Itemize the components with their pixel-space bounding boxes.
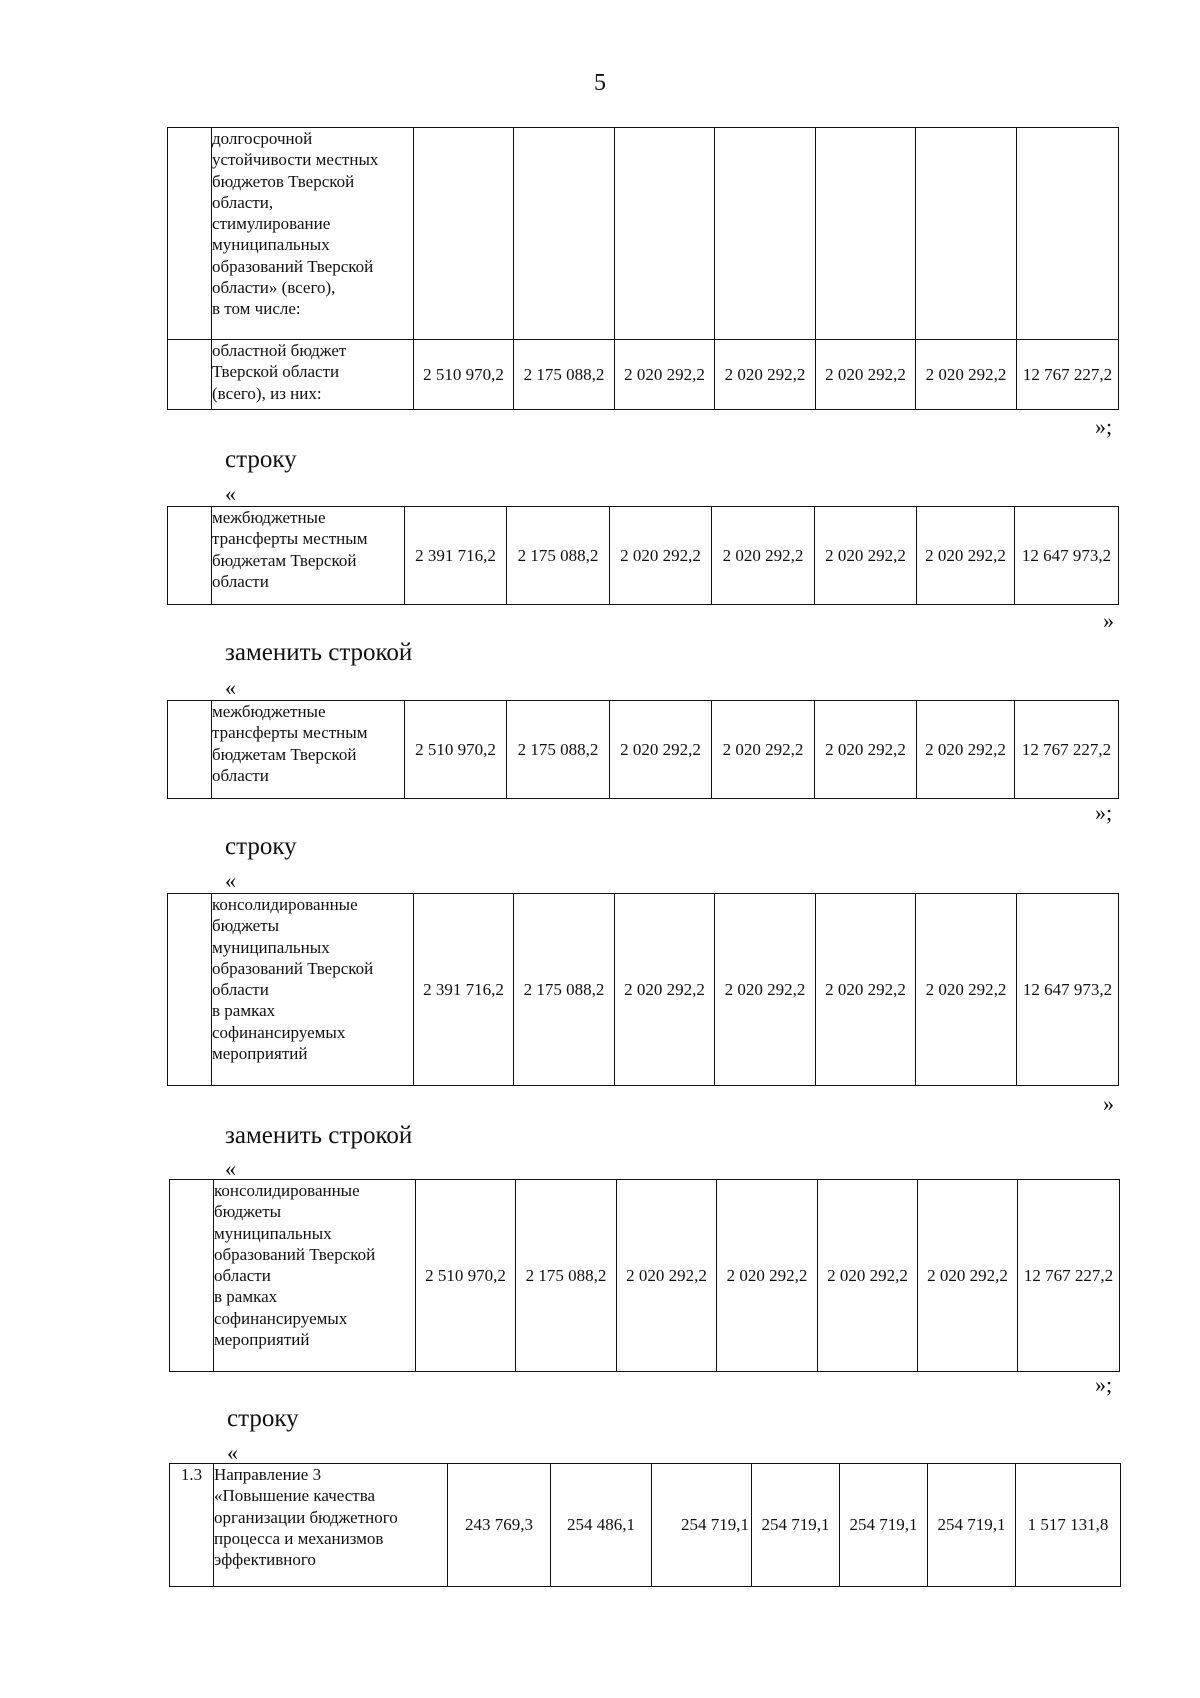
value-cell: 2 020 292,2 [615, 340, 715, 410]
table-row [168, 507, 1119, 605]
value-cell: 2 020 292,2 [917, 701, 1015, 799]
value-cell [615, 128, 715, 340]
opening-quote: « [225, 481, 236, 506]
section-caption: строку [225, 446, 297, 473]
value-cell: 12 647 973,2 [1017, 894, 1119, 1086]
row-label [212, 128, 414, 340]
value-cell: 254 719,1 [752, 1464, 840, 1587]
row-label [214, 1180, 416, 1372]
row-label-text: Направление 3 «Повышение качества организации бюджетного процесса и механизмов эффективного [214, 1465, 398, 1569]
value-cell: 2 020 292,2 [916, 894, 1017, 1086]
budget-table-consolidated-old [167, 893, 1119, 1086]
row-label-text: областной бюджет Тверской области (всего), из них: [212, 341, 347, 403]
section-caption: строку [227, 1405, 299, 1432]
value-cell [715, 128, 816, 340]
budget-table-intertransfers-new [167, 700, 1119, 799]
row-label-text: консолидированные бюджеты муниципальных образований Тверской области в рамках софинансируемых мероприятий [212, 895, 374, 1063]
value-cell: 2 391 716,2 [414, 894, 514, 1086]
row-label-text: межбюджетные трансферты местным бюджетам Тверской области [212, 702, 368, 785]
index-cell: 1.3 [170, 1464, 214, 1587]
value-cell: 243 769,3 [448, 1464, 551, 1587]
closing-quote: » [1103, 608, 1114, 633]
index-cell [170, 1180, 214, 1372]
row-label-text: консолидированные бюджеты муниципальных образований Тверской области в рамках софинансируемых мероприятий [214, 1181, 376, 1349]
budget-table-intertransfers-old [167, 506, 1119, 605]
row-label [212, 894, 414, 1086]
table-row [168, 128, 1119, 340]
row-label [212, 507, 405, 605]
index-cell [168, 340, 212, 410]
value-cell: 2 020 292,2 [815, 701, 917, 799]
table-row [170, 1464, 1121, 1587]
value-cell: 2 510 970,2 [414, 340, 514, 410]
table-row [168, 701, 1119, 799]
value-cell: 2 020 292,2 [712, 507, 815, 605]
opening-quote: « [225, 675, 236, 700]
value-cell [916, 128, 1017, 340]
index-cell [168, 507, 212, 605]
index-cell [168, 128, 212, 340]
value-cell: 2 020 292,2 [816, 894, 916, 1086]
value-cell: 2 020 292,2 [717, 1180, 818, 1372]
budget-table-consolidated-new [169, 1179, 1120, 1372]
row-label-text: долгосрочной устойчивости местных бюджетов Тверской области, стимулирование муниципальных образований Тверской области» (всего), в том числе: [212, 129, 379, 318]
value-cell: 2 175 088,2 [514, 894, 615, 1086]
value-cell [1017, 128, 1119, 340]
index-cell [168, 701, 212, 799]
table-row [168, 340, 1119, 410]
value-cell: 254 486,1 [551, 1464, 652, 1587]
row-label [214, 1464, 448, 1587]
value-cell: 1 517 131,8 [1016, 1464, 1121, 1587]
value-cell: 12 767 227,2 [1018, 1180, 1120, 1372]
value-cell: 2 175 088,2 [507, 701, 610, 799]
value-cell: 254 719,1 [928, 1464, 1016, 1587]
value-cell: 2 020 292,2 [818, 1180, 918, 1372]
closing-quote: » [1103, 1091, 1114, 1116]
value-cell: 2 020 292,2 [715, 340, 816, 410]
row-label [212, 701, 405, 799]
value-cell: 2 391 716,2 [405, 507, 507, 605]
value-cell: 2 175 088,2 [514, 340, 615, 410]
table-row [168, 894, 1119, 1086]
value-cell: 254 719,1 [840, 1464, 928, 1587]
budget-table-direction-3 [169, 1463, 1121, 1587]
section-caption: строку [225, 833, 297, 860]
closing-quote: »; [1095, 414, 1113, 439]
value-cell: 2 020 292,2 [815, 507, 917, 605]
closing-quote: »; [1095, 800, 1113, 825]
value-cell: 12 767 227,2 [1015, 701, 1119, 799]
value-cell: 2 020 292,2 [712, 701, 815, 799]
table-row [170, 1180, 1120, 1372]
value-cell: 2 020 292,2 [816, 340, 916, 410]
value-cell: 2 020 292,2 [610, 701, 712, 799]
value-cell: 254 719,1 [652, 1464, 752, 1587]
value-cell: 2 175 088,2 [507, 507, 610, 605]
value-cell [514, 128, 615, 340]
opening-quote: « [227, 1440, 238, 1465]
value-cell [816, 128, 916, 340]
opening-quote: « [225, 1156, 236, 1181]
value-cell: 2 020 292,2 [615, 894, 715, 1086]
value-cell: 2 020 292,2 [916, 340, 1017, 410]
section-caption: заменить строкой [225, 1122, 413, 1149]
value-cell: 2 020 292,2 [918, 1180, 1018, 1372]
budget-table-continuation [167, 127, 1119, 410]
row-label [212, 340, 414, 410]
value-cell: 2 510 970,2 [405, 701, 507, 799]
page-number: 5 [594, 70, 606, 96]
section-caption: заменить строкой [225, 639, 413, 666]
value-cell: 12 647 973,2 [1015, 507, 1119, 605]
value-cell: 2 510 970,2 [416, 1180, 516, 1372]
index-cell [168, 894, 212, 1086]
row-label-text: межбюджетные трансферты местным бюджетам Тверской области [212, 508, 368, 591]
closing-quote: »; [1095, 1372, 1113, 1397]
value-cell: 12 767 227,2 [1017, 340, 1119, 410]
opening-quote: « [225, 868, 236, 893]
value-cell: 2 020 292,2 [610, 507, 712, 605]
value-cell: 2 175 088,2 [516, 1180, 617, 1372]
value-cell: 2 020 292,2 [715, 894, 816, 1086]
value-cell: 2 020 292,2 [617, 1180, 717, 1372]
value-cell: 2 020 292,2 [917, 507, 1015, 605]
value-cell [414, 128, 514, 340]
